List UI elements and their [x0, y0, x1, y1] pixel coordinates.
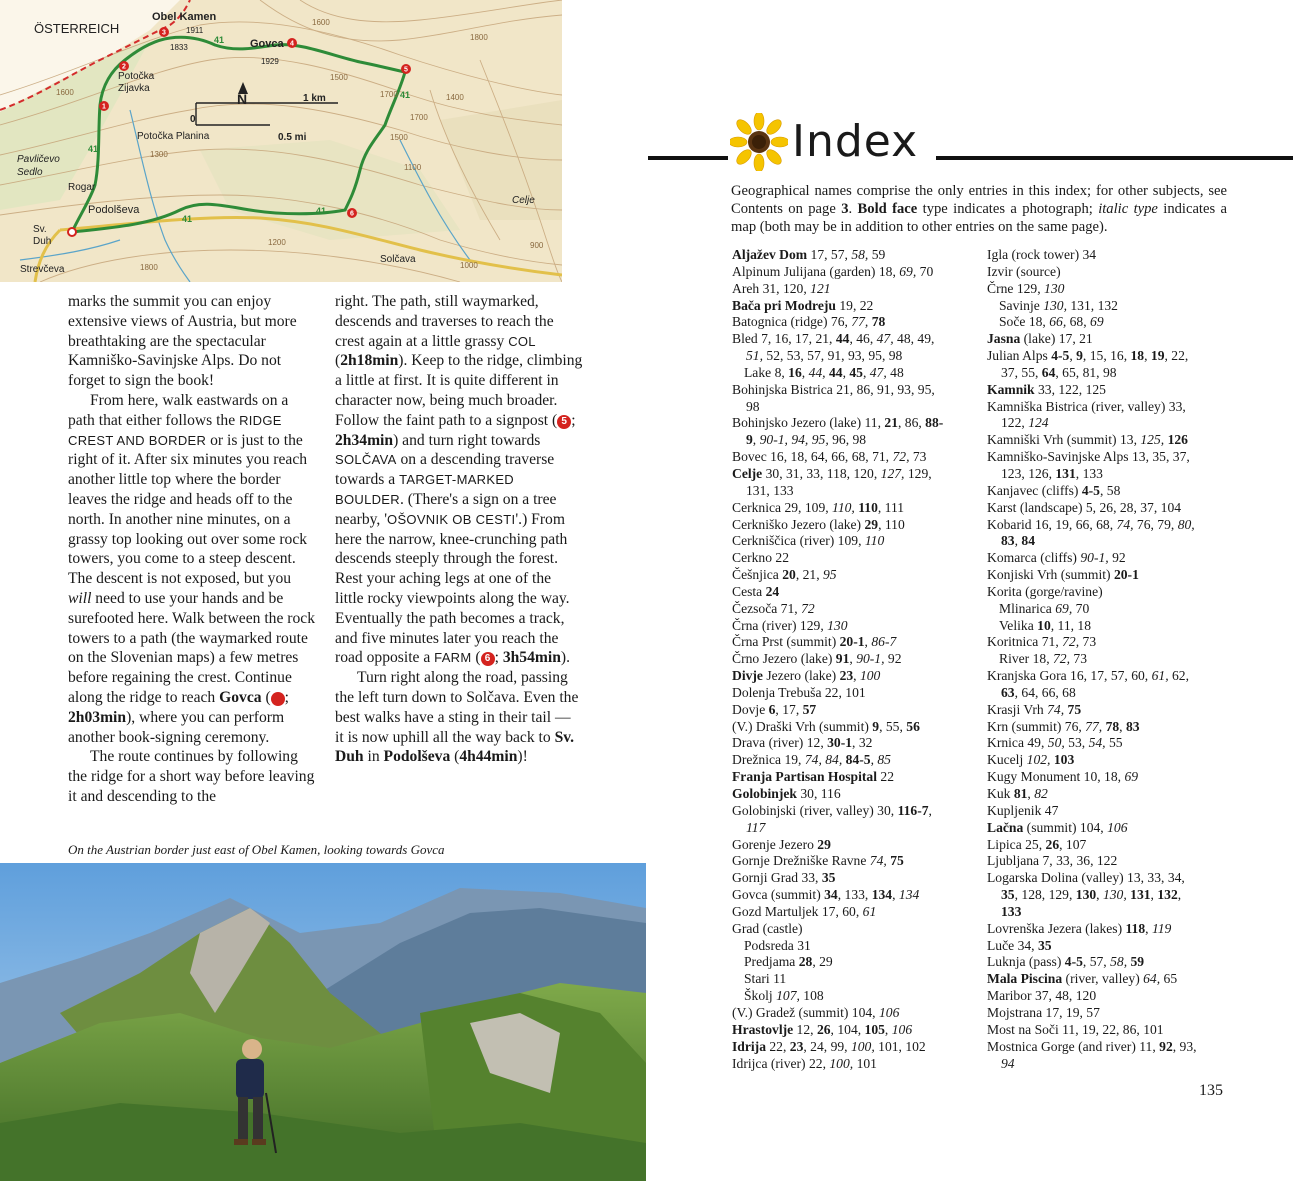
index-entry: Komarca (cliffs) 90-1, 92: [987, 550, 1126, 566]
index-entry: Karst (landscape) 5, 26, 28, 37, 104: [987, 499, 1182, 515]
index-entry: Luče 34, 35: [987, 937, 1052, 953]
map-north-label: N: [237, 91, 248, 107]
index-entry: Kranjska Gora 16, 17, 57, 60, 61, 62,: [987, 668, 1189, 684]
right-page: [646, 0, 1293, 1181]
map-label: 41: [400, 90, 411, 100]
index-entry: Alpinum Julijana (garden) 18, 69, 70: [732, 263, 934, 279]
index-entry: (V.) Draški Vrh (summit) 9, 55, 56: [732, 718, 920, 734]
waypoint-marker: 5: [557, 415, 571, 429]
paragraph: right. The path, still waymarked, descends and traverses to reach the crest again at a little grassy COL (2h18min). Keep to the ridge, climbing a little at first. It is quite different in character now, being much broader. Follow the faint path to a signpost ( 5 ; 2h34min) and turn right towards SOLČAVA on a descending traverse towards a TARGET-MARKED BOULDER. (There's a sign on a tree nearby, 'OŠOVNIK OB CESTI'.) From here the narrow, knee-crunching path descends steeply through the forest. Rest your aching legs at one of the little rocky viewpoints along the way. Eventually the path becomes a track, and five minutes later you reach the road opposite a FARM ( 6 ; 3h54min).: [335, 293, 583, 667]
index-entry: Češnjica 20, 21, 95: [732, 567, 837, 583]
map-label: Obel Kamen: [152, 11, 217, 23]
index-entry: Lačna (summit) 104, 106: [987, 819, 1128, 835]
index-entry: 83, 84: [1001, 533, 1035, 549]
waypoint-marker: 6: [481, 652, 495, 666]
index-entry: Most na Soči 11, 19, 22, 86, 101: [987, 1021, 1164, 1037]
index-entry: Gornje Drežniške Ravne 74, 75: [732, 853, 904, 869]
map-label: 1800: [140, 263, 158, 272]
index-entry: Gornji Grad 33, 35: [732, 870, 836, 886]
map-label: 1600: [56, 88, 74, 97]
map-label: 1500: [330, 73, 348, 82]
map-waypoint-label: 6: [350, 210, 354, 218]
index-entry: Velika 10, 11, 18: [999, 617, 1092, 633]
page-number: 135: [1199, 1082, 1223, 1099]
index-heading: [646, 110, 1293, 180]
index-entry: Kobarid 16, 19, 66, 68, 74, 76, 79, 80,: [987, 516, 1195, 532]
map-label: 1911: [186, 26, 204, 35]
index-entry: Golobinjski (river, valley) 30, 116-7,: [732, 802, 932, 818]
text-column-1: [68, 292, 318, 807]
map-label: 1 km: [303, 93, 326, 104]
map-waypoint-label: 3: [162, 29, 166, 37]
index-entry: Cerkno 22: [732, 550, 790, 566]
index-entry: Črna (river) 129, 130: [732, 617, 848, 633]
map-label: Solčava: [380, 254, 416, 265]
map-waypoint-label: 2: [122, 63, 126, 71]
index-entry: Idrija 22, 23, 24, 99, 100, 101, 102: [732, 1038, 926, 1054]
index-entry: 133: [1001, 903, 1022, 919]
index-entry: Podsreda 31: [744, 937, 811, 953]
map-label: Potočka: [118, 71, 155, 82]
index-entry: Savinje 130, 131, 132: [999, 297, 1118, 313]
index-entry: Kugy Monument 10, 18, 69: [987, 769, 1139, 785]
map-waypoint-label: 5: [404, 66, 408, 74]
map-label: 41: [182, 214, 193, 224]
index-entry: Dolenja Trebuša 22, 101: [732, 684, 866, 700]
map-label: 1800: [470, 33, 488, 42]
index-entry: 51, 52, 53, 57, 91, 93, 95, 98: [746, 348, 903, 364]
index-entry: Celje 30, 31, 33, 118, 120, 127, 129,: [732, 465, 932, 481]
map-label: Sedlo: [17, 167, 43, 178]
waypoint-marker: 4: [271, 692, 285, 706]
index-entry: 122, 124: [1001, 415, 1049, 431]
index-entry: Mojstrana 17, 19, 57: [987, 1004, 1100, 1020]
walk-time: 2h03min: [68, 708, 127, 726]
index-entry: River 18, 72, 73: [999, 651, 1087, 667]
map-label: 1600: [312, 18, 330, 27]
index-entry: 35, 128, 129, 130, 130, 131, 132,: [1001, 887, 1182, 903]
index-entry: 37, 55, 64, 65, 81, 98: [1001, 364, 1117, 380]
map-waypoint-label: 4: [290, 40, 294, 48]
index-entry: Areh 31, 120, 121: [732, 280, 831, 296]
index-entry: Cerkniščica (river) 109, 110: [732, 533, 885, 549]
index-entry: Kamniški Vrh (summit) 13, 125, 126: [987, 432, 1188, 448]
index-entry: Lake 8, 16, 44, 44, 45, 47, 48: [744, 364, 904, 380]
index-entry: Koritnica 71, 72, 73: [987, 634, 1097, 650]
map-label: Potočka Planina: [137, 131, 210, 142]
paragraph: marks the summit you can enjoy extensive views of Austria, but more breathtaking are the spectacular Kamniško-Savinjske Alps. Do not forget to sign the book!: [68, 293, 297, 390]
map-label: 41: [88, 144, 99, 154]
map-label: Strevčeva: [20, 264, 65, 275]
index-entry: Konjiski Vrh (summit) 20-1: [987, 567, 1139, 583]
index-intro: Geographical names comprise the only entries in this index; for other subjects, see Contents on page 3. Bold face type indicates a photograph; italic type indicates a map (both may be in addition to other entries on the same page).: [731, 183, 1227, 235]
index-entry: Kamniška Bistrica (river, valley) 33,: [987, 398, 1186, 414]
map-label: Celje: [512, 195, 535, 206]
map-label: 1700: [380, 90, 398, 99]
index-entry: Kupljenik 47: [987, 802, 1059, 818]
index-entry: 9, 90-1, 94, 95, 96, 98: [746, 432, 867, 448]
index-entry: Mlinarica 69, 70: [999, 600, 1090, 616]
mountain-photo: [0, 863, 646, 1181]
index-entry: Bohinjsko Jezero (lake) 11, 21, 86, 88-: [732, 415, 944, 431]
index-entry: Cerkniško Jezero (lake) 29, 110: [732, 516, 905, 532]
heading-rule-right: [936, 156, 1293, 160]
map-label: Rogar: [68, 182, 96, 193]
index-entry: Bača pri Modreju 19, 22: [732, 297, 874, 313]
index-entry: Črna Prst (summit) 20-1, 86-7: [732, 634, 897, 650]
index-entry: Stari 11: [744, 971, 787, 987]
map-label: Zijavka: [118, 83, 150, 94]
left-page: [0, 0, 646, 1181]
index-entry: Lipica 25, 26, 107: [987, 836, 1087, 852]
paragraph: From here, walk eastwards on a path that either follows the RIDGE CREST AND BORDER or is just to the right of it. After six minutes you reach another little top where the border leaves the ridge and heads off to the north. In another nine minutes, on a grassy top looking out over some rock towers, you come to a steep descent. The descent is not exposed, but you will need to use your hands and be surefooted here. Walk between the rock towers to a path (the waymarked route on the Slovenian maps) a few metres before regaining the crest. Continue along the ridge to reach Govca ( 4; 2h03min), where you can perform another book-signing ceremony.: [68, 391, 315, 746]
map-label: 1929: [261, 57, 279, 66]
index-entry: Kanjavec (cliffs) 4-5, 58: [987, 482, 1121, 498]
index-entry: Izvir (source): [987, 263, 1061, 279]
index-entry: Kamniško-Savinjske Alps 13, 35, 37,: [987, 449, 1190, 465]
index-entry: Drava (river) 12, 30-1, 32: [732, 735, 873, 751]
index-entry: Maribor 37, 48, 120: [987, 988, 1097, 1004]
map-label: 900: [530, 241, 544, 250]
index-entry: Korita (gorge/ravine): [987, 583, 1103, 599]
index-entry: Bled 7, 16, 17, 21, 44, 46, 47, 48, 49,: [732, 331, 935, 347]
index-entry: Idrijca (river) 22, 100, 101: [732, 1055, 877, 1071]
text-column-2: [335, 292, 583, 767]
index-entry: Luknja (pass) 4-5, 57, 58, 59: [987, 954, 1145, 970]
map-country-label: ÖSTERREICH: [34, 21, 120, 36]
index-entry: Golobinjek 30, 116: [732, 786, 841, 801]
paragraph: Turn right along the road, passing the left turn down to Solčava. Even the best walks have a sting in their tail — it is now uphill all the way back to Sv. Duh in Podolševa (4h44min)!: [335, 669, 579, 766]
index-entry: 63, 64, 66, 68: [1001, 684, 1076, 700]
map-label: 1833: [170, 43, 188, 52]
index-entry: Logarska Dolina (valley) 13, 33, 34,: [987, 870, 1185, 886]
map-label: 41: [214, 35, 225, 45]
sunflower-icon: [730, 113, 788, 171]
index-entry: 131, 133: [746, 482, 794, 498]
index-entry: Krasji Vrh 74, 75: [987, 701, 1082, 717]
map-label: 1500: [390, 133, 408, 142]
index-entry: Cerknica 29, 109, 110, 110, 111: [732, 499, 905, 515]
index-entry: Divje Jezero (lake) 23, 100: [732, 668, 881, 684]
map-label: Pavličevo: [17, 154, 60, 165]
map-waypoint-label: 1: [102, 103, 106, 111]
map-label: 1200: [268, 238, 286, 247]
index-entry: Ljubljana 7, 33, 36, 122: [987, 853, 1118, 869]
index-entry: Mala Piscina (river, valley) 64, 65: [987, 971, 1178, 987]
index-entry: Bohinjska Bistrica 21, 86, 91, 93, 95,: [732, 381, 935, 397]
index-entry: Kamnik 33, 122, 125: [987, 381, 1106, 397]
index-entry: Črno Jezero (lake) 91, 90-1, 92: [732, 651, 902, 667]
index-entry: Dovje 6, 17, 57: [732, 701, 817, 717]
map-label: 0.5 mi: [278, 132, 307, 143]
index-entry: Hrastovlje 12, 26, 104, 105, 106: [732, 1021, 913, 1037]
photo-caption: On the Austrian border just east of Obel Kamen, looking towards Govca: [68, 842, 445, 857]
index-entry: 117: [746, 819, 766, 835]
map-label: 1000: [460, 261, 478, 270]
map-label: Duh: [33, 236, 52, 247]
index-title: Index: [792, 116, 919, 167]
index-entry: Cesta 24: [732, 583, 780, 599]
index-entry: Igla (rock tower) 34: [987, 247, 1097, 262]
index-entry: 123, 126, 131, 133: [1001, 465, 1103, 481]
index-column-2: [987, 247, 1227, 1072]
index-entry: Jasna (lake) 17, 21: [987, 331, 1093, 347]
index-entry: Krnica 49, 50, 53, 54, 55: [987, 735, 1123, 751]
index-entry: Franja Partisan Hospital 22: [732, 769, 894, 785]
place-name: Govca: [219, 688, 262, 706]
route-keyword: RIDGE CREST AND BORDER: [68, 412, 282, 448]
map-label: 0: [190, 114, 196, 125]
map-label: 41: [316, 206, 327, 216]
index-entry: Soče 18, 66, 68, 69: [999, 314, 1104, 330]
index-entry: Kuk 81, 82: [987, 786, 1048, 801]
map-label: 1300: [150, 150, 168, 159]
map-label: Govca: [250, 38, 284, 50]
index-entry: Mostnica Gorge (and river) 11, 92, 93,: [987, 1038, 1197, 1054]
index-entry: Govca (summit) 34, 133, 134, 134: [732, 887, 920, 903]
map-label: Podolševa: [88, 204, 140, 216]
map-label: 1400: [446, 93, 464, 102]
map-label: 1100: [404, 163, 422, 172]
index-entry: Drežnica 19, 74, 84, 84-5, 85: [732, 752, 891, 768]
index-entry: Bovec 16, 18, 64, 66, 68, 71, 72, 73: [732, 449, 927, 465]
paragraph: The route continues by following the ridge for a short way before leaving it and descending to the: [68, 748, 315, 805]
index-entry: Predjama 28, 29: [744, 954, 833, 970]
map-label: Sv.: [33, 224, 47, 235]
index-entry: Julian Alps 4-5, 9, 15, 16, 18, 19, 22,: [987, 348, 1189, 364]
index-entry: Batognica (ridge) 76, 77, 78: [732, 314, 886, 330]
map-label: 1700: [410, 113, 428, 122]
heading-rule-left: [648, 156, 728, 160]
index-entry: Gozd Martuljek 17, 60, 61: [732, 903, 877, 919]
index-entry: Kucelj 102, 103: [987, 752, 1075, 768]
index-entry: (V.) Gradež (summit) 104, 106: [732, 1004, 900, 1020]
index-entry: Črne 129, 130: [987, 280, 1065, 296]
index-column-1: [732, 247, 972, 1072]
index-entry: Čezsoča 71, 72: [732, 600, 815, 616]
route-map: [0, 0, 562, 282]
index-entry: 98: [746, 398, 760, 414]
index-entry: Školj 107, 108: [744, 988, 824, 1004]
index-entry: 94: [1001, 1055, 1015, 1071]
index-entry: Aljažev Dom 17, 57, 58, 59: [732, 247, 886, 262]
index-entry: Lovrenška Jezera (lakes) 118, 119: [987, 920, 1172, 936]
index-entry: Grad (castle): [732, 920, 803, 936]
index-entry: Krn (summit) 76, 77, 78, 83: [987, 718, 1140, 734]
index-entry: Gorenje Jezero 29: [732, 836, 831, 852]
